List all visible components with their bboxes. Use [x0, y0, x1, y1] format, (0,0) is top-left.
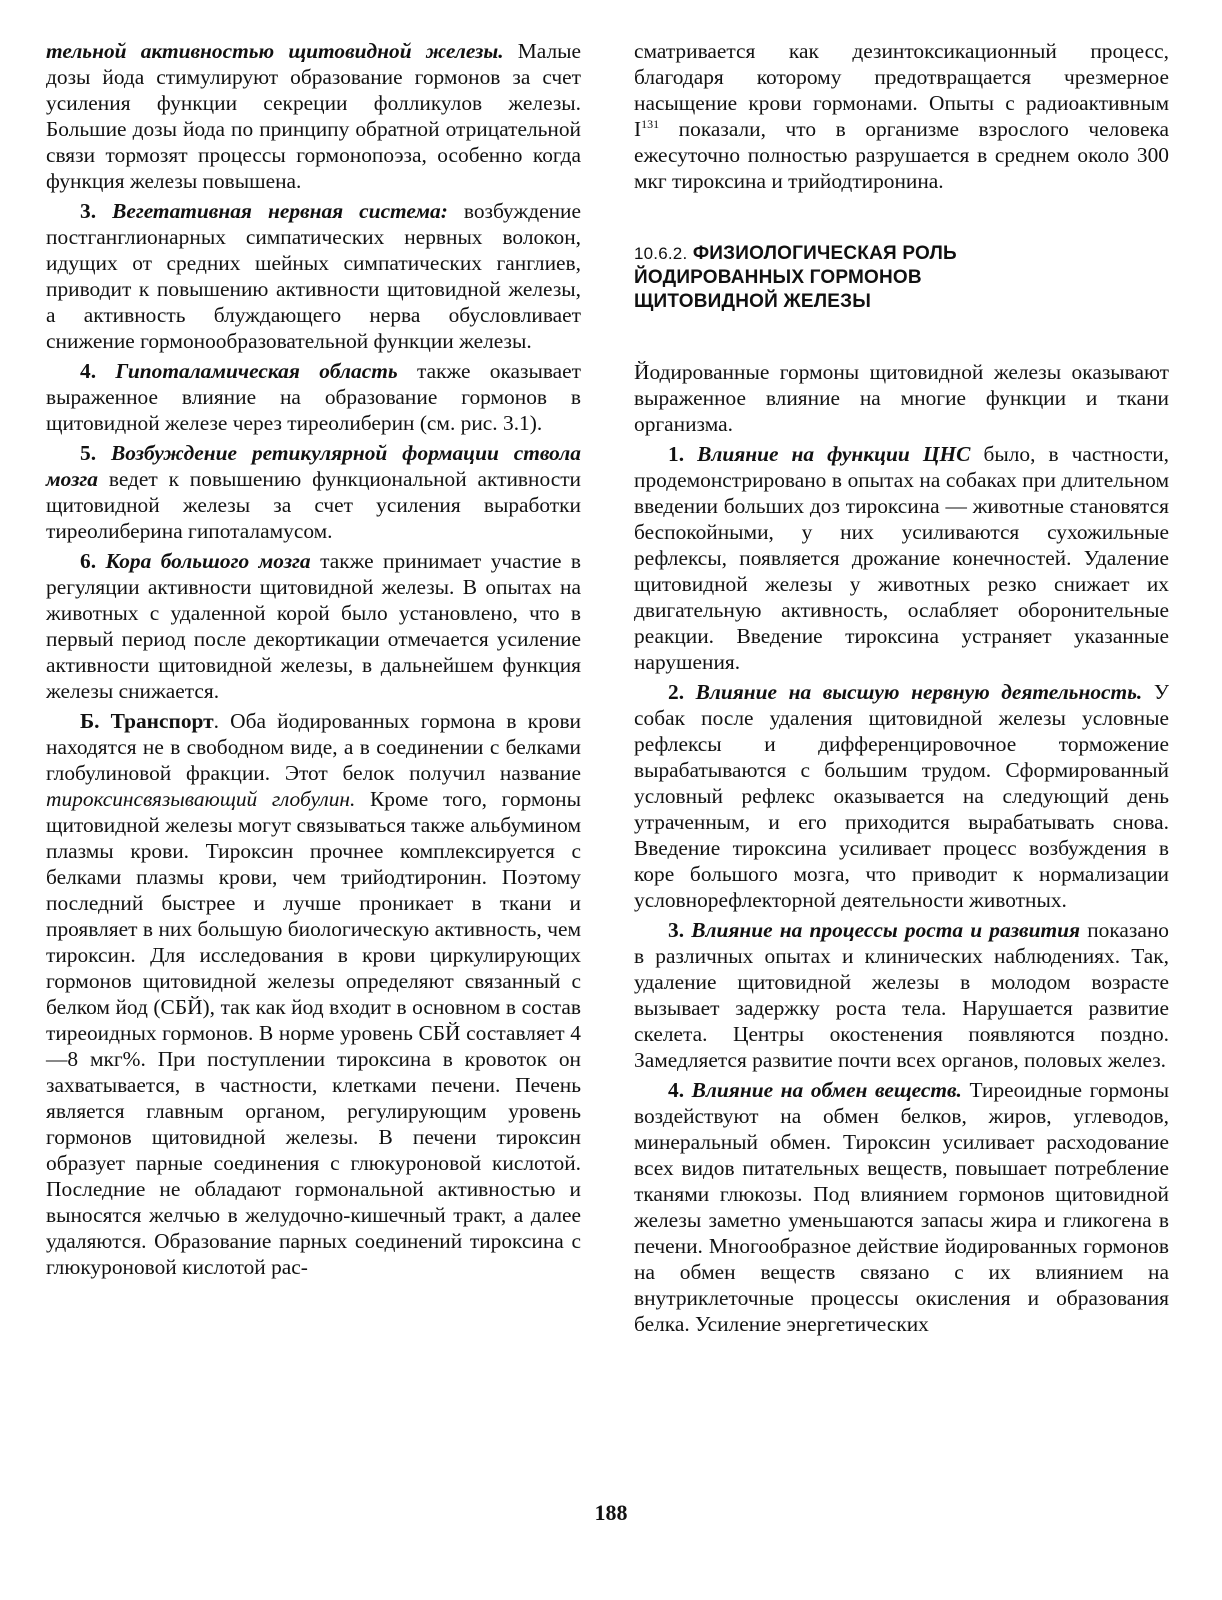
left-column [46, 38, 581, 1280]
paragraph-hypothalamus: 4. Гипоталамическая область также оказывает выраженное влияние на образование гормонов в щитовидной железе через тиреолиберин (см. рис. 3.1). [46, 359, 582, 435]
paragraph-growth-development: 3. Влияние на процессы роста и развития показано в различных опытах и клинических наблюдениях. Так, удаление щитовидной железы в молодом возрасте вызывает задержку роста тела. Нарушается развитие скелета. Центры окостенения появляются поздно. Замедляется развитие почти всех органов, половых желез. [634, 918, 1169, 1072]
paragraph-reticular-formation: 5. Возбуждение ретикулярной формации ствола мозга ведет к повышению функциональной активности щитовидной железы за счет усиления выработки тиреолиберина гипоталамусом. [46, 441, 581, 543]
page-number: 188 [594, 1500, 628, 1525]
paragraph-autonomic-system: 3. Вегетативная нервная система: возбуждение постганглионарных симпатических нервных волокон, идущих от средних шейных симпатических ганглиев, приводит к повышению активности щитовидной железы, а активность блуждающего нерва обусловливает снижение гормонообразовательной функции железы. [46, 199, 581, 353]
section-heading: 10.6.2. ФИЗИОЛОГИЧЕСКАЯ РОЛЬ ЙОДИРОВАННЫХ ГОРМОНОВ ЩИТОВИДНОЙ ЖЕЛЕЗЫ [634, 243, 957, 312]
paragraph-iodine-regulation: тельной активностью щитовидной железы. Малые дозы йода стимулируют образование гормонов за счет усиления функции секреции фолликулов железы. Большие дозы йода по принципу обратной отрицательной связи тормозят процессы гормонопоэза, особенно когда функция железы повышена. [46, 39, 581, 193]
paragraph-higher-nervous-activity: 2. Влияние на высшую нервную деятельность. У собак после удаления щитовидной железы условные рефлексы и дифференцировочное торможение вырабатываются с большим трудом. Сформированный условный рефлекс оказывается на следующий день утраченным, и его приходится вырабатывать снова. Введение тироксина усиливает процесс возбуждения в коре большого мозга, что приводит к нормализации условнорефлекторной деятельности животных. [634, 680, 1169, 912]
paragraph-metabolism: 4. Влияние на обмен веществ. Тиреоидные гормоны воздействуют на обмен белков, жиров, углеводов, минеральный обмен. Тироксин усиливает расходование всех видов питательных веществ, повышает потребление тканями глюкозы. Под влиянием гормонов щитовидной железы заметно уменьшаются запасы жира и гликогена в печени. Многообразное действие йодированных гормонов на обмен веществ связано с их влиянием на внутриклеточные процессы окисления и образования белка. Усиление энергетических [634, 1078, 1169, 1336]
paragraph-cerebral-cortex: 6. Кора большого мозга также принимает участие в регуляции активности щитовидной железы. В опытах на животных с удаленной корой было установлено, что в первый период после декортикации отмечается усиление активности щитовидной железы, в дальнейшем функция железы снижается. [46, 549, 581, 703]
right-column [634, 38, 1169, 1337]
paragraph-intro: Йодированные гормоны щитовидной железы оказывают выраженное влияние на многие функции и ткани организма. [634, 360, 1169, 436]
paragraph-transport: Б. Транспорт. Оба йодированных гормона в крови находятся не в свободном виде, а в соединении с белками глобулиновой фракции. Этот белок получил название тироксинсвязывающий глобулин. Кроме того, гормоны щитовидной железы могут связываться также альбумином плазмы крови. Тироксин прочнее комплексируется с белками плазмы крови, чем трийодтиронин. Поэтому последний быстрее и лучше проникает в ткани и проявляет в них большую биологическую активность, чем тироксин. Для исследования в крови циркулирующих гормонов щитовидной железы определяют связанный с белком йод (СБЙ), так как йод входит в основном в состав тиреоидных гормонов. В норме уровень СБЙ составляет 4—8 мкг%. При поступлении тироксина в кровоток он захватывается, в частности, клетками печени. Печень является главным органом, регулирующим уровень гормонов щитовидной железы. В печени тироксин образует парные соединения с глюкуроновой кислотой. Последние не обладают гормональной активностью и выносятся желчью в желудочно-кишечный тракт, а далее удаляются. Образование парных соединений тироксина с глюкуроновой кислотой рас- [46, 709, 582, 1279]
paragraph-continuation: сматривается как дезинтоксикационный процесс, благодаря которому предотвращается чрезмерное насыщение крови гормонами. Опыты с радиоактивным $I^{131}$ показали, что в организме взрослого человека ежесуточно полностью разрушается в среднем около 300 мкг тироксина и трийодтиронина. [634, 39, 1169, 193]
paragraph-cns-effect: 1. Влияние на функции ЦНС было, в частности, продемонстрировано в опытах на собаках при длительном введении больших доз тироксина — животные становятся беспокойными, у них усиливаются сухожильные рефлексы, появляется дрожание конечностей. Удаление щитовидной железы у животных резко снижает их двигательную активность, ослабляет оборонительные реакции. Введение тироксина устраняет указанные нарушения. [634, 442, 1169, 674]
